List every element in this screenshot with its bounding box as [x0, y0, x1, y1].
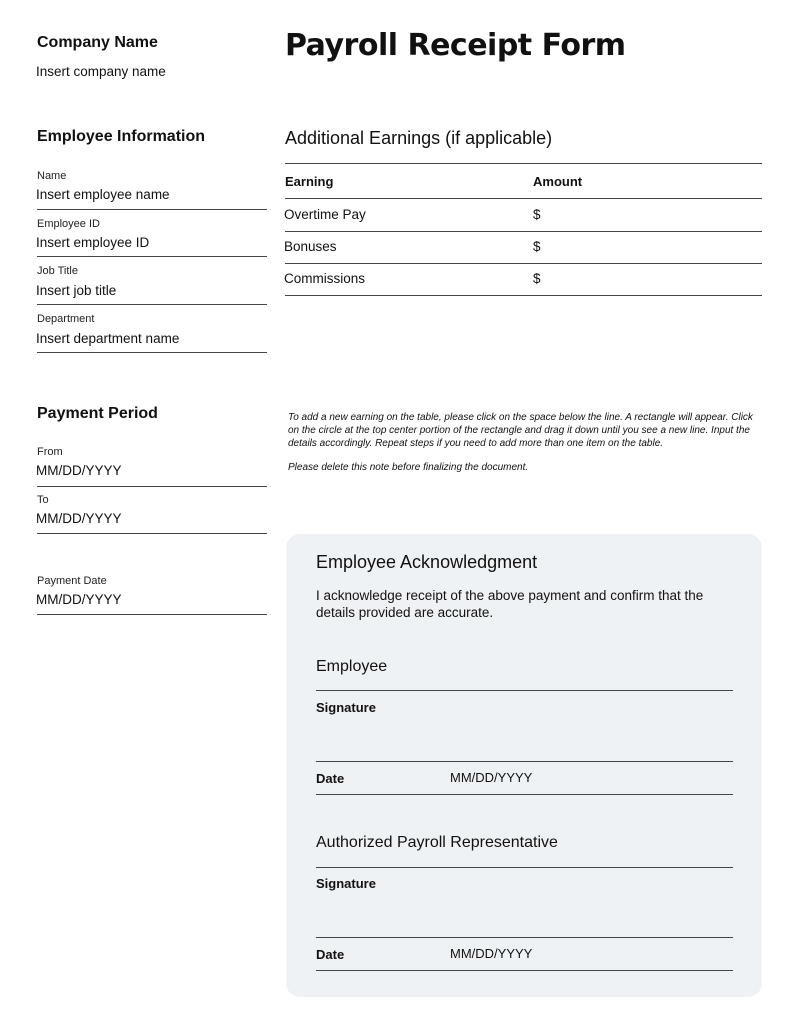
divider — [37, 486, 267, 487]
payment-date-field[interactable]: MM/DD/YYYY — [36, 592, 122, 607]
divider — [285, 295, 762, 296]
representative-date-label: Date — [316, 947, 345, 962]
table-top-border — [285, 163, 762, 164]
divider — [37, 256, 267, 257]
employee-date-field[interactable]: MM/DD/YYYY — [450, 770, 533, 785]
employee-id-label: Employee ID — [37, 218, 100, 230]
payment-period-heading: Payment Period — [37, 405, 158, 422]
representative-date-field[interactable]: MM/DD/YYYY — [450, 946, 533, 961]
divider — [37, 614, 267, 615]
earning-cell[interactable]: Overtime Pay — [284, 207, 366, 222]
amount-cell[interactable]: $ — [533, 271, 541, 286]
acknowledgment-heading: Employee Acknowledgment — [316, 552, 538, 572]
name-label: Name — [37, 170, 67, 182]
to-date-field[interactable]: MM/DD/YYYY — [36, 511, 122, 526]
divider — [285, 263, 762, 264]
from-label: From — [37, 446, 63, 458]
divider — [285, 198, 762, 199]
delete-note: Please delete this note before finalizing the document. — [288, 462, 529, 473]
name-field[interactable]: Insert employee name — [36, 187, 170, 202]
divider — [285, 231, 762, 232]
employee-info-heading: Employee Information — [37, 128, 206, 145]
employee-signature-label: Signature — [316, 700, 376, 715]
company-name-field[interactable]: Insert company name — [36, 64, 166, 79]
department-field[interactable]: Insert department name — [36, 331, 180, 346]
amount-cell[interactable]: $ — [533, 239, 541, 254]
representative-heading: Authorized Payroll Representative — [316, 834, 558, 851]
divider — [37, 304, 267, 305]
earnings-heading: Additional Earnings (if applicable) — [285, 128, 553, 148]
page-title: Payroll Receipt Form — [285, 28, 626, 63]
instruction-note: To add a new earning on the table, please click on the space below the line. A rectangle will appear. Click on the circle at the top center portion of the rectangle and drag it down until you see a new line. Input the details accordingly. Repeat steps if you need to add more than one item on the table. — [288, 412, 753, 449]
column-header-amount: Amount — [533, 174, 583, 189]
divider — [316, 970, 733, 971]
from-date-field[interactable]: MM/DD/YYYY — [36, 463, 122, 478]
amount-cell[interactable]: $ — [533, 207, 541, 222]
to-label: To — [37, 494, 49, 506]
employee-heading: Employee — [316, 658, 388, 675]
employee-signature-line[interactable] — [316, 761, 733, 762]
divider — [37, 209, 267, 210]
company-heading: Company Name — [37, 34, 158, 51]
job-title-label: Job Title — [37, 265, 78, 277]
department-label: Department — [37, 313, 95, 325]
earning-cell[interactable]: Bonuses — [284, 239, 337, 254]
divider — [316, 794, 733, 795]
divider — [37, 533, 267, 534]
column-header-earning: Earning — [285, 174, 334, 189]
earning-cell[interactable]: Commissions — [284, 271, 366, 286]
job-title-field[interactable]: Insert job title — [36, 283, 117, 298]
divider — [316, 690, 733, 691]
employee-date-label: Date — [316, 771, 345, 786]
payment-date-label: Payment Date — [37, 575, 107, 587]
employee-id-field[interactable]: Insert employee ID — [36, 235, 150, 250]
representative-signature-label: Signature — [316, 876, 376, 891]
divider — [37, 352, 267, 353]
acknowledgment-text: I acknowledge receipt of the above payment and confirm that the details provided are accurate. — [316, 588, 704, 620]
divider — [316, 867, 733, 868]
representative-signature-line[interactable] — [316, 937, 733, 938]
